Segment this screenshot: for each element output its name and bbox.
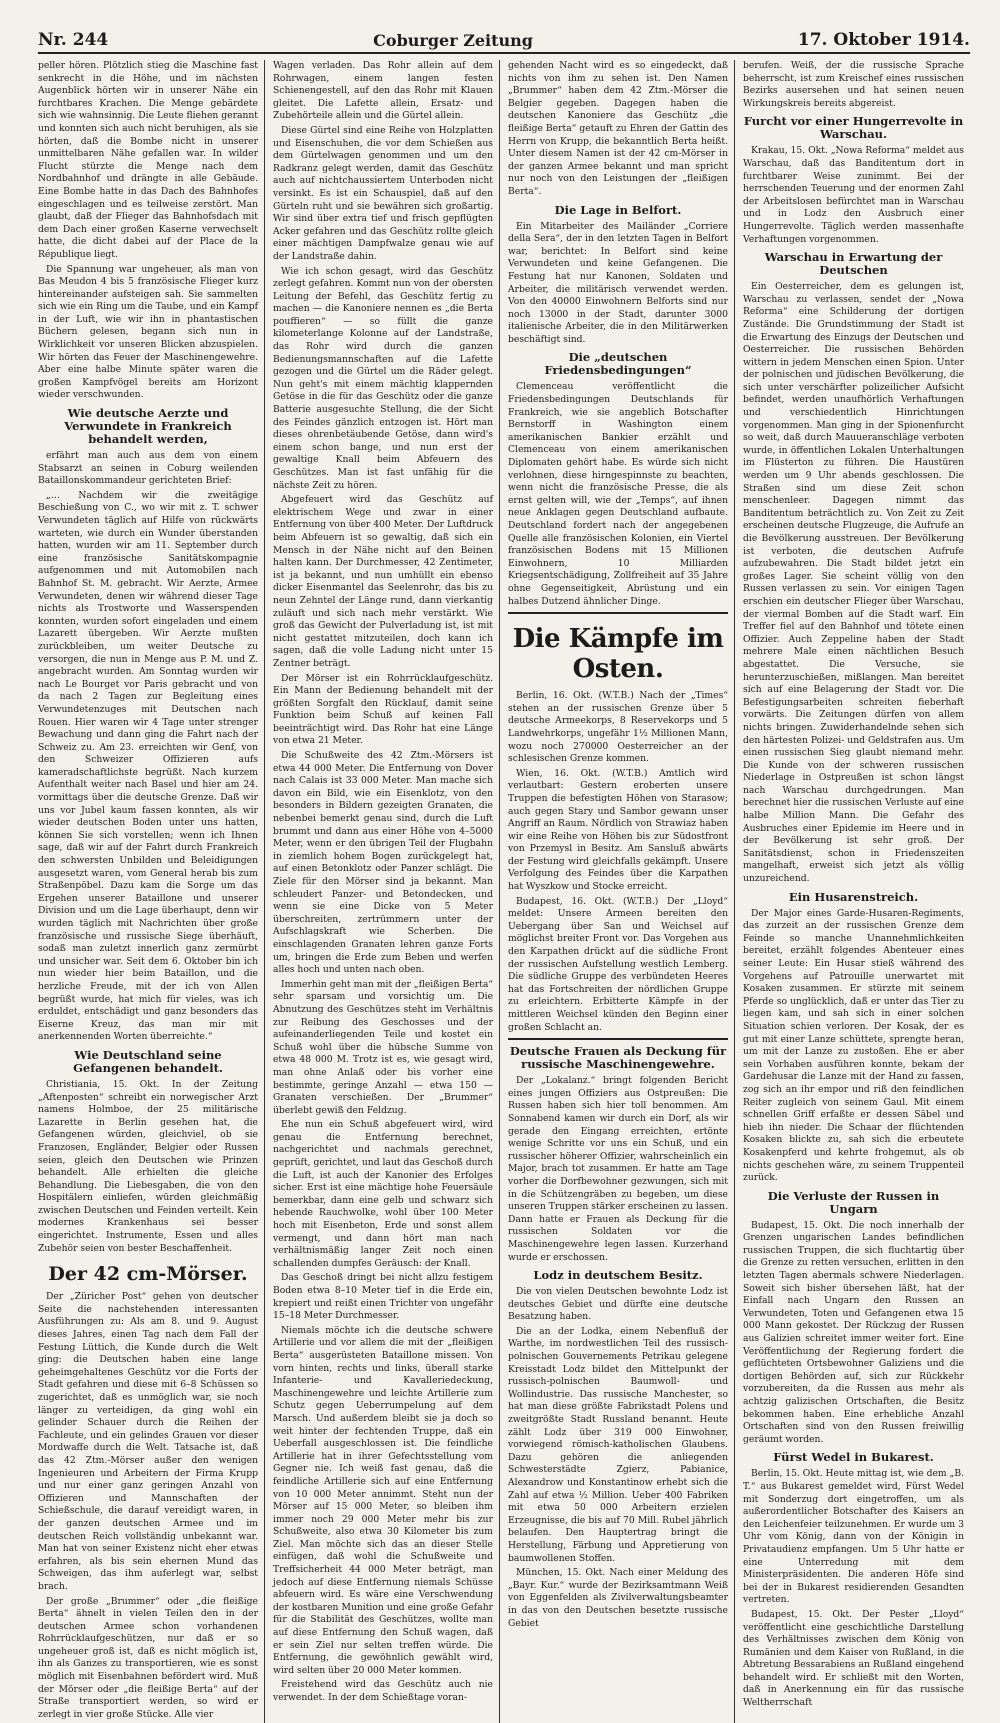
article-text: Niemals möchte ich die deutsche schwere Artillerie und vor allem die mit der „fleißigen Berta“ ausgerüsteten Bataillone missen. Von vorn hinten, rechts und links, überall starke Infanterie- und Kavalleriedeckung, Maschinengewehre und leichte Artillerie zum Schutz gegen Ueberrumpelung auf dem Marsch. Und außerdem bleibt sie ja doch so weit hinter der fechtenden Truppe, daß ein Ueberfall ausgeschlossen ist. Die feindliche Artillerie hat in ihrer Gefechtsstellung vom Gegner nie. Ich weiß fast genau, daß die feindliche Artillerie sich auf eine Entfernung von 10 000 Meter annimmt. Steht nun der Mörser auf 15 000 Meter, so bleiben ihm immer noch 29 000 Meter mehr bis zur Schußweite, also etwa 30 Kilometer bis zum Ziel. Man möchte sich das an dieser Stelle einfügen, daß wohl die Schußweite und Treffsicherheit 44 000 Meter beträgt, man jedoch auf diese Entfernung niemals Schüsse abfeuern wird. Es wäre eine Verschwendung der kostbaren Munition und eine große Gefahr für die Stabilität des Geschützes, wollte man auf diese Entfernung den Schuß wagen, daß er sein Ziel nur selten treffen würde. Die Entfernung, die gewöhnlich gewählt wird, wird selten über 20 000 Meter kommen. <box>273 1324 493 1676</box>
article-text: berufen. Weiß, der die russische Sprache beherrscht, ist zum Kreischef eines russischen Bezirks ausersehen und hat seinen neuen Wirkungskreis bereits abgereist. <box>743 60 964 109</box>
article-text: „… Nachdem wir die zweitägige Beschießung von C., wo wir mit z. T. schwer Verwundeten täglich auf Hilfe von rückwärts warteten, wie durch ein Wunder überstanden hatten, wurden wir am 11. September durch eine französische Sanitätskompagnie aufgenommen und mit Automobilen nach Bahnhof St. M. gebracht. Wir Aerzte, Armee Verwundeten, denen wir während dieser Tage nichts als Trostworte und Wasserspenden konnten, wurden sofort eingeladen und einem Lazarett übergeben. Wir Aerzte mußten zurückbleiben, um weiter Deutsche zu versorgen, die nun in Menge aus P. M. und Z. angebracht wurden. Am Sonntag wurden wir nach Le Bourget vor Paris gebracht und von da nach 2 Tagen zur Begleitung eines Verwundetenzuges mit Deutschen nach Rouen. Hier waren wir 4 Tage unter strenger Bewachung und dann ging die Fahrt nach der Schweiz zu. Am 23. erreichten wir Genf, von den Schweizer Offizieren aufs kameradschaftlichste begrüßt. Nach kurzem Aufenthalt weiter nach Basel und hier am 24. vormittags über die deutsche Grenze. Daß wir uns vor Jubel kaum fassen konnten, als wir wieder deutschen Boden unter uns hatten, können Sie sich vorstellen; wenn ich Ihnen sage, daß wir auf der Fahrt durch Frankreich den schwersten Unbilden und Beleidigungen ausgesetzt waren, vom General herab bis zum Straßenpöbel. Dazu kam die Sorge um das Ergehen unserer Bataillone und unserer Division und um die Lage überhaupt, denn wir wurden täglich mit Nachrichten über große französische und russische Siege überhäuft, sodaß man zuletzt innerlich ganz zermürbt und unsicher war. Seit dem 6. Oktober bin ich nun wieder hier beim Bataillon, und die herzliche Freude, mit der ich von Allen begrüßt wurde, hat mich für vieles, was ich erduldet, entschädigt und ganz besonders das Eiserne Kreuz, das man mir mit anerkennenden Worten überreichte.“ <box>38 489 258 1043</box>
article-text: Immerhin geht man mit der „fleißigen Berta“ sehr sparsam und vorsichtig um. Die Abnutzung des Geschützes steht im Verhältnis zur Reibung des Geschosses und der aufeinanderliegenden Teile und kostet ein Schuß wohl über die hübsche Summe von etwa 48 000 M. Trotz ist es, wie gesagt wird, man ohne Anlaß oder bis vorher eine bestimmte, geringe Anzahl — etwa 150 — Granaten verschießen. Der „Brummer“ überlebt gewiß den Feldzug. <box>273 978 493 1116</box>
column-4 <box>743 60 970 1723</box>
headline-friedensbedingungen: Die „deutschen Friedensbedingungen“ <box>544 350 692 378</box>
article-text: Budapest, 15. Okt. Die noch innerhalb der Grenzen ungarischen Landes befindlichen russischen Truppen, die sich fluchtartig über die Grenze zu retten versuchen, erlitten in den letzten Tagen abermals schwere Niederlagen. Soweit sich bisher übersehen läßt, hat der Einfall nach Ungarn den Russen an Verwundeten, Toten und Gefangenen etwa 15 000 Mann gekostet. Der Rückzug der Russen aus Galizien schreitet immer weiter fort. Eine Veröffentlichung der Regierung fordert die geflüchteten Ortsbewohner Galiziens und die dortigen Behörden auf, sich zur Rückkehr vorzubereiten, da die Russen aus mehr als achtzig galizischen Ortschaften, die Besitz bekommen haben. Eine erhebliche Anzahl Ortschaften sind von den Russen freiwillig geräumt worden. <box>743 1219 964 1445</box>
box-kaempfe-osten <box>508 612 728 1040</box>
article-text: Der Major eines Garde-Husaren-Regiments, das zurzeit an der russischen Grenze dem Feinde so manche Unannehmlichkeiten bereitet, erzählt folgendes Abenteuer eines seiner Leute: Ein Husar stieß während des Vorgehens auf Patrouille unerwartet mit Kosaken zusammen. Er stürzte mit seinem Pferde so unglücklich, daß er unter das Tier zu liegen kam, und sah sich in einer solchen Situation schien verloren. Der Kosak, der es gut mit einer Lanze schüttete, sprengte heran, um mit der Lanze zu zustoßen. Ehe er aber sein Vorhaben ausführen konnte, bekam der Gardehusar die Lanze mit der Hand zu fassen, zog sich an ihr empor und riß den feindlichen Reiter zugleich von seinem Gaul. Mit einem schnellen Griff erfaßte er dessen Säbel und hieb ihn nieder. Die Schaar der flüchtenden Kosaken blickte zu, sah sich die erbeutete Kosakenpferd und kehrte frohgemut, als ob nichts geschehen wäre, zu seinem Truppenteil zurück. <box>743 907 964 1184</box>
article-text: Ein Mitarbeiter des Mailänder „Corriere della Sera“, der in den letzten Tagen in Belfort war, berichtet: In Belfort sind keine Verwundeten und keine Gefangenen. Die Festung hat nur Kanonen, Soldaten und Arbeiter, die militärisch verwendet werden. Von den 40000 Einwohnern Belforts sind nur noch 13000 in der Stadt, darunter 3000 italienische Arbeiter, die in den Militärwerken beschäftigt sind. <box>508 220 728 345</box>
article-text: Der große „Brummer“ oder „die fleißige Berta“ ähnelt in vielen Teilen den in der deutschen Armee schon vorhandenen Rohrrücklaufgeschützen, nur daß er so ungeheuer groß ist, daß es nicht möglich ist, ihn als Ganzes zu transportieren, wie es sonst möglich mit Eisenbahnen befördert wird. Muß der Mörser oder „die fleißige Berta“ auf der Straße transportiert werden, so wird er zerlegt in vier große Stücke. Alle vier <box>38 1595 258 1720</box>
article-text: Die an der Lodka, einem Nebenfluß der Warthe, im nordwestlichen Teil des russisch-polnischen Gouvernements Petrikau gelegene Kreisstadt Lodz bildet den Mittelpunkt der russisch-polnischen Baumwoll- und Wollindustrie. Das russische Manchester, so hat man diese größte Fabrikstadt Polens und zweitgrößte Stadt Russland benannt. Heute zählt Lodz über 319 000 Einwohner, vorwiegend römisch-katholischen Glaubens. Dazu gehören die anliegenden Schwesterstädte Zgierz, Pabianice, Alexandrow und Konstantinow erhebt sich die Zahl auf etwa ½ Million. Ueber 400 Fabriken mit etwa 50 000 Arbeitern erzielen Erzeugnisse, die bis auf 70 Mill. Rubel jährlich belaufen. Den Hauptertrag bringt die Herstellung, Färbung und Appretierung von baumwollenen Stoffen. <box>508 1325 728 1564</box>
article-text: Der „Züricher Post“ gehen von deutscher Seite die nachstehenden interessanten Ausführungen zu: Als am 8. und 9. August dieses Jahres, einen Tag nach dem Fall der Festung Lüttich, die Kunde durch die Welt ging: die Deutschen haben eine lange geheimgehaltenes Geschütz vor die Forts der Stadt gefahren und diese mit 6–8 Schüssen so zugerichtet, daß es unmöglich war, sie noch länger zu verteidigen, da ging wohl ein gelinder Schauer durch die Reihen der Fachleute, und ein gelindes Grauen vor dieser Mordwaffe durch die Welt. Tatsache ist, daß das 42 Ztm.-Mörser außer den wenigen Ingenieuren und Arbeitern der Firma Krupp und nur einer ganz geringen Anzahl von Offizieren und Mannschaften der Schießschule, die darauf vereidigt waren, in der ganzen deutschen Armee und im deutschen Reich vollständig unbekannt war. Man hat von seiner Existenz nicht eher etwas erfahren, als bis sein ehernen Mund das Schweigen, das ihm auferlegt war, selbst brach. <box>38 1291 258 1592</box>
article-text: Der „Lokalanz.“ bringt folgenden Bericht eines jungen Offiziers aus Ostpreußen: Die Russen haben sich hier toll benommen. Am Sonnabend kamen wir durch ein Dorf, als wir gerade den Eingang erreichten, ertönte wenige Schritte vor uns ein Schuß, und ein russischer höherer Offizier, wahrscheinlich ein Major, brach tot zusammen. Er hatte am Tage vorher die Dorfbewohner gezwungen, sich mit in die Schützengräben zu begeben, um diese unseren Truppen stärker erscheinen zu lassen. Dann hatte er Frauen als Deckung für die russischen Soldaten vor die Maschinengewehre legen lassen. Kurzerhand wurde er erschossen. <box>508 1075 728 1263</box>
newspaper-title: Coburger Zeitung <box>373 31 533 50</box>
headline-belfort: Die Lage in Belfort. <box>554 202 682 217</box>
headline-warschau: Warschau in Erwartung der Deutschen <box>764 250 943 278</box>
headline-moerser: Der 42 cm-Mörser. <box>48 1263 248 1286</box>
headline-verluste-ungarn: Die Verluste der Russen in Ungarn <box>767 1188 940 1216</box>
article-text: Abgefeuert wird das Geschütz auf elektrischem Wege und zwar in einer Entfernung von über 400 Meter. Der Luftdruck beim Abfeuern ist so gewaltig, daß sich ein Mensch in der Nähe nicht auf den Beinen halten kann. Der Durchmesser, 42 Zentimeter, ist ja bekannt, und nun umhüllt ein ebenso dicker Eisenmantel das Seelenrohr, das bis zu neun Zehntel der Länge rund, dann vierkantig zuläuft und sich nach mehr verstärkt. Wie groß das Gewicht der Pulverladung ist, ist mit nicht gestattet mitzuteilen, doch kann ich sagen, daß die volle Ladung nicht unter 15 Zentner beträgt. <box>273 494 493 669</box>
article-text: Budapest, 16. Okt. (W.T.B.) Der „Lloyd“ meldet: Unsere Armeen bereiten den Uebergang über San und Weichsel auf möglichst breiter Front vor. Das Vorgehen aus den Karpathen drückt auf die südliche Front der russischen Aufstellung westlich Lemberg. Die südliche Gruppe des verbündeten Heeres hat das Fortschreiten der nördlichen Gruppe zu erleichtern. Erbitterte Kämpfe in der mittleren Weichsel künden den Beginn einer großen Schlacht an. <box>508 895 728 1033</box>
article-text: Berlin, 15. Okt. Heute mittag ist, wie dem „B. T.“ aus Bukarest gemeldet wird, Fürst Wedel mit Sonderzug dort eingetroffen, um als außerordentlicher Botschafter des Kaisers an den Leichenfeier teilzunehmen. Er wurde um 3 Uhr vom König, dann von der Königin in Privataudienz empfangen. Um 5 Uhr hatte er eine Unterredung mit dem Ministerpräsidenten. Die anderen Höfe sind bei der in Bukarest residierenden Gesandten vertreten. <box>743 1468 964 1606</box>
headline-hungerrevolte: Furcht vor einer Hungerrevolte in Warschau. <box>743 114 964 142</box>
article-text: peller hören. Plötzlich stieg die Maschine fast senkrecht in die Höhe, und im nächsten Augenblick hörten wir in unserer Nähe ein furchtbares Krachen. Die Menge gebärdete sich wie wahnsinnig. Die Leute fliehen gerannt und konnten sich auch nicht beruhigen, als sie hörten, daß die Bombe nicht in unserer unmittelbaren Nähe gefallen war. In wilder Flucht stürzte die Menge nach dem Nordbahnhof und drängte in alle Gebäude. Eine Bombe hatte in das Dach des Bahnhofes eingeschlagen und es teilweise zerstört. Man glaubt, daß der Flieger das Bahnhofsdach mit dem Dach einer großen Kaserne verwechselt hatte, die dicht dabei auf der Place de la République liegt. <box>38 60 258 260</box>
issue-date: 17. Oktober 1914. <box>797 30 970 50</box>
article-text: Clemenceau veröffentlicht die Friedensbedingungen Deutschlands für Frankreich, wie sie angeblich Botschafter Bernstorff in Washington einem amerikanischen Bankier erzählt und Clemenceau von einem amerikanischen Diplomaten gehört habe. Es würde sich nicht verlohnen, diese hirngespinnste zu beachten, wenn nicht die französische Presse, die als ernst gelten will, wie der „Temps“, auf ihnen neue Anklagen gegen Deutschland aufbaute. Deutschland fordert nach der angegebenen Quelle alle französischen Kolonien, ein Viertel französischen Bodens mit 15 Millionen Einwohnern, 10 Milliarden Kriegsentschädigung, Zollfreiheit auf 35 Jahre ohne Gegenseitigkeit, Abrüstung und ein halbes Dutzend ähnlicher Dinge. <box>508 381 728 607</box>
headline-lodz: Lodz in deutschem Besitz. <box>533 1268 703 1283</box>
article-text: gehenden Nacht wird es so eingedeckt, daß nichts von ihm zu sehen ist. Den Namen „Brummer“ haben dem 42 Ztm.-Mörser die Belgier gegeben. Dagegen haben die deutschen Kanoniere das Geschütz „die fleißige Berta“ getauft zu Ehren der Gattin des Herrn von Krupp, die bekanntlich Berta heißt. Unter diesem Namen ist der 42 cm-Mörser in der ganzen Armee bekannt und man spricht nur noch von den Leistungen der „fleißigen Berta“. <box>508 60 728 197</box>
article-text: Die von vielen Deutschen bewohnte Lodz ist deutsches Gebiet und dürfte eine deutsche Besatzung haben. <box>508 1286 728 1323</box>
article-text: Das Geschoß dringt bei nicht allzu festigem Boden etwa 8–10 Meter tief in die Erde ein, krepiert und reißt einen Trichter von ungefähr 15–18 Meter Durchmesser. <box>273 1272 493 1322</box>
article-text: erfährt man auch aus dem von einem Stabsarzt an seinen in Coburg weilenden Bataillonskommandeur gerichteten Brief: <box>38 450 258 487</box>
article-text: München, 15. Okt. Nach einer Meldung des „Bayr. Kur.“ wurde der Bezirksamtmann Weiß von Eggenfelden als Zivilverwaltungsbeamter in das von den Deutschen besetzte russische Gebiet <box>508 1567 728 1629</box>
article-text: Berlin, 16. Okt. (W.T.B.) Nach der „Times“ stehen an der russischen Grenze über 5 deutsche Armeekorps, 8 Reservekorps und 5 Landwehrkorps, ungefähr 1½ Millionen Mann, wozu noch 270000 Oesterreicher an der schlesischen Grenze kommen. <box>508 690 728 765</box>
article-text: Krakau, 15. Okt. „Nowa Reforma“ meldet aus Warschau, daß das Banditentum dort in furchtbarer Weise zunimmt. Bei der herrschenden Teuerung und der enormen Zahl der Arbeitslosen befürchtet man in Warschau und in Lodz den Ausbruch einer Hungerrevolte. Täglich werden massenhafte Verhaftungen vorgenommen. <box>743 145 964 245</box>
article-text: Ein Oesterreicher, dem es gelungen ist, Warschau zu verlassen, sendet der „Nowa Reforma“ eine Schilderung der dortigen Zustände. Die Grundstimmung der Stadt ist die Erwartung des Einzugs der Deutschen und Oesterreicher. Die russischen Behörden wittern in jedem Menschen einen Spion. Unter der polnischen und jüdischen Bevölkerung, die sich unter verschärfter polizeilicher Aufsicht befindet, werden unaufhörlich Verhaftungen und verschiedentlich Hinrichtungen vorgenommen. Man ging in der Spionenfurcht so weit, daß durch Mauueranschläge verboten wurde, in öffentlichen Lokalen Unterhaltungen im Flüsterton zu führen. Die Haustüren werden um 9 Uhr abends geschlossen. Die Straßen sind um diese Zeit schon menschenleer. Dagegen nimmt das Banditentum beträchtlich zu. Von Zeit zu Zeit erscheinen deutsche Flugzeuge, die Aufrufe an die Bevölkerung ausstreuen. Der Bevölkerung ist verboten, die deutschen Aufrufe aufzubewahren. Die Stadt bildet jetzt ein großes Lager. Sie scheint völlig von den Russen verlassen zu sein. Vor einigen Tagen erschien ein deutscher Flieger über Warschau, der viermal Bomben auf die Stadt warf. Ein Treffer fiel auf den Bahnhof und tötete einen Offizier. Auch Zeppeline haben der Stadt mehrere Male einen nächtlichen Besuch abgestattet. Die Versuche, sie herunterzuschießen, mißlangen. Man bereitet sich auf eine Belagerung der Stadt vor. Die Befestigungsarbeiten schreiten fieberhaft vorwärts. Die Zeitungen dürfen von allem nichts bringen. Zuwiderhandelnde sehen sich den härtesten Polizei- und Geldstrafen aus. Um einen russischen Sieg glaubt niemand mehr. Die Kunde von der schweren russischen Niederlage in Ostpreußen ist schon längst nach Warschau durchgedrungen. Man berechnet hier die russischen Verluste auf eine halbe Million Mann. Die Gefahr des Ausbruches einer Epidemie im Heere und in der Bevölkerung ist sehr groß. Der Sanitätsdienst, schon in Friedenszeiten mangelhaft, erweist sich jetzt als völlig unzureichend. <box>743 281 964 885</box>
article-text: Der Mörser ist ein Rohrrücklaufgeschütz. Ein Mann der Bedienung behandelt mit der größten Sorgfalt den Rücklauf, damit seine Funktion beim Schuß auf keinen Fall beeinträchtigt wird. Das Rohr hat eine Länge von etwa 21 Meter. <box>273 672 493 747</box>
column-2 <box>273 60 500 1723</box>
article-text: Christiania, 15. Okt. In der Zeitung „Aftenposten“ schreibt ein norwegischer Arzt namens Holmboe, der 25 militärische Lazarette in Berlin gesehen hat, die Gefangenen würden, gleichviel, ob sie Franzosen, Engländer, Belgier oder Russen seien, gleich den Deutschen wie Prinzen behandelt. Alle erhielten die gleiche Behandlung. Die Liebesgaben, die von den Hospitälern einliefen, würden gleichmäßig zwischen Deutschen und Feinden verteilt. Kein modernes Krankenhaus sei besser eingerichtet. Instrumente, Essen und alles Zubehör seien von bester Beschaffenheit. <box>38 1078 258 1254</box>
article-text: Freistehend wird das Geschütz auch nie verwendet. In der dem Schießtage voran- <box>273 1679 493 1703</box>
masthead <box>38 22 970 54</box>
headline-gefangene: Wie Deutschland seine Gefangenen behandelt. <box>73 1047 223 1075</box>
headline-deutsche-frauen: Deutsche Frauen als Deckung für russische Maschinengewehre. <box>509 1044 727 1072</box>
headline-fuerst-wedel: Fürst Wedel in Bukarest. <box>773 1450 934 1465</box>
column-1 <box>38 60 265 1723</box>
headline-husarenstreich: Ein Husarenstreich. <box>788 889 919 904</box>
headline-kaempfe-osten: Die Kämpfe im Osten. <box>512 624 724 685</box>
article-text: Wien, 16. Okt. (W.T.B.) Amtlich wird verlautbart: Gestern eroberten unsere Truppen die befestigten Höhen von Starasow; auch gegen Stary und Sambor gewann unser Angriff an Raum. Nördlich von Strawiaz haben wir eine Reihe von Höhen bis zur Südostfront von Przemysl in Besitz. Am Sansluß abwärts der Festung wird gleichfalls gekämpft. Unsere Verfolgung des Feindes über die Karpathen hat Wyszkow und Stocke erreicht. <box>508 767 728 893</box>
article-text: Wie ich schon gesagt, wird das Geschütz zerlegt gefahren. Kommt nun von der obersten Leitung der Befehl, das Geschütz fertig zu machen — die Kanoniere nennen es „die Berta pouffieren“ — so füllt die ganze kilometerlange Kolonne auf der Landstraße, das Rohr wird durch die ganzen Bedienungsmannschaften auf die Lafette gezogen und die Gürtel um die Räder gelegt. Nun geht's mit einem mächtig klappernden Getöse in die für das Geschütz oder die ganze Batterie ausgesuchte Stellung, die der Sicht des Feindes gänzlich entzogen ist. Hört man dieses ohrenbetäubende Getöse, dann wird's einem schon bange, und nun erst der gewaltige Knall beim Abfeuern des Geschützes. Man ist fast unfähig für die nächste Zeit zu hören. <box>273 265 493 491</box>
column-3 <box>508 60 735 1723</box>
issue-number: Nr. 244 <box>38 30 109 50</box>
article-text: Ehe nun ein Schuß abgefeuert wird, wird genau die Entfernung berechnet, nachgerichtet und nachmals gerechnet, geprüft, gerichtet, und laut das Geschoß durch die Luft, ist auch der Kanonier des Erfolges sicher. Erst ist eine mächtige hohe Feuersäule bemerkbar, dann eine gelb und schwarz sich hebende Rauchwolke, wohl über 100 Meter hoch mit Eisenbeton, Erde und sonst allem vermengt, und dann hört man nach verhältnismäßig langer Zeit noch einen schallenden dumpfes Geräusch: der Knall. <box>273 1119 493 1269</box>
article-text: Die Spannung war ungeheuer, als man von Bas Meudon 4 bis 5 französische Flieger kurz hintereinander aufsteigen sah. Sie sammelten sich wie ein Ring um die Taube, und ein Kampf in der Luft, wie wir ihn in phantastischen Büchern gelesen, begann sich nun in Wirklichkeit vor unseren Blicken abzuspielen. Wir hörten das Feuer der Maschinengewehre. Aber eine halbe Minute später waren die großen Kampfvögel bereits am Horizont wieder verschwunden. <box>38 263 258 401</box>
article-text: Wagen verladen. Das Rohr allein auf dem Rohrwagen, einem langen festen Schienengestell, auf den das Rohr mit Klauen gleitet. Die Lafette allein, Ersatz- und Zubehörteile allein und die Gürtel allein. <box>273 60 493 122</box>
article-text: Diese Gürtel sind eine Reihe von Holzplatten und Eisenschuhen, die vor dem Schießen aus dem Gürtelwagen genommen und um den Radkranz gelegt werden, damit das Geschütz auch auf nichtchaussiertem Unterboden nicht versinkt. Es ist ein Schauspiel, daß auf den Gürteln ruht und sie bewähren sich großartig. Wir sind über extra tief und frisch gepflügten Acker gefahren und das Geschütz rollte gleich einer mächtigen Dampfwalze genau wie auf der Landstraße dahin. <box>273 124 493 262</box>
headline-aerzte: Wie deutsche Aerzte und Verwundete in Frankreich behandelt werden, <box>64 406 232 447</box>
article-columns <box>38 60 970 1720</box>
article-text: Die Schußweite des 42 Ztm.-Mörsers ist etwa 44 000 Meter. Die Entfernung von Dover nach Calais ist 33 000 Meter. Man mache sich davon ein Bild, wie ein Eisenklotz, von den besonders in Bildern gezeigten Granaten, die nebenbei bemerkt genau sind, durch die Luft brummt und dann aus einer Höhe von 4–5000 Meter, wenn er den übrigen Teil der Flugbahn in ziemlich hohem Bogen zurückgelegt hat, auf einen Betonklotz oder Panzer schlägt. Die Ziele für den Mörser sind ja bekannt. Man schleudert Panzer- und Betondecken, und wenn sie eine Dicke von 5 Meter überschreiten, zertrümmern unter der Aufschlagskraft wie Scherben. Die einschlagenden Granaten lehren ganze Forts um, bringen die Erde zum Beben und werfen alles hoch und unten nach oben. <box>273 750 493 976</box>
article-text: Budapest, 15. Okt. Der Pester „Lloyd“ veröffentlicht eine geschichtliche Darstellung des Verhältnisses zwischen dem König von Rumänien und dem Kaiser von Rußland, in die Abtretung Bessarabiens an Rußland eingehend behandelt wird. Er schließt mit den Worten, daß in Anerkennung ein für das russische Weltherrschaft <box>743 1608 964 1709</box>
